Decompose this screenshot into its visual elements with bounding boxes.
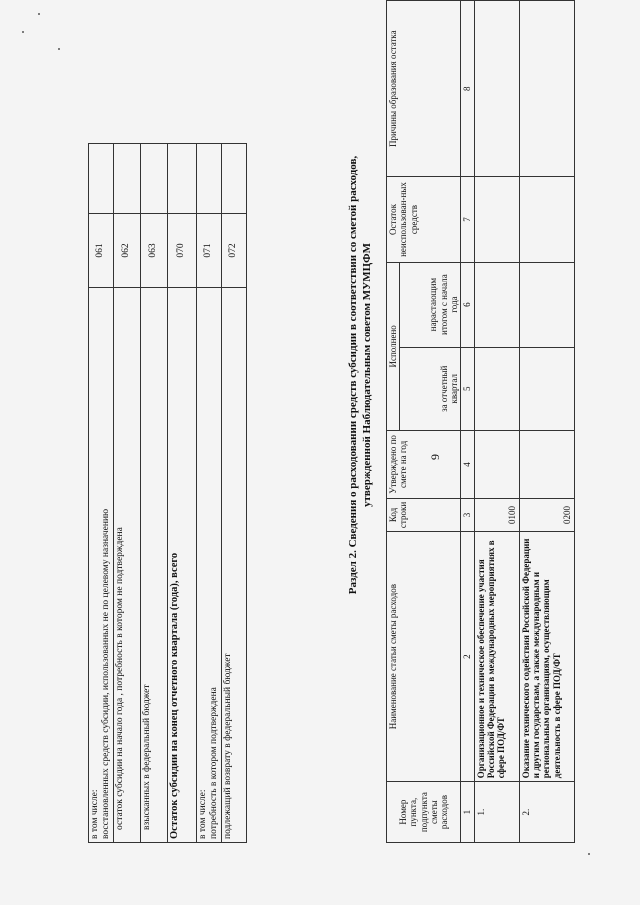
scan-speck xyxy=(58,48,60,50)
table-row xyxy=(113,144,140,843)
table-row xyxy=(140,144,167,843)
column-number-row xyxy=(461,1,474,843)
header-code: Код строки xyxy=(387,498,461,531)
expenditure-table xyxy=(386,0,575,843)
header-row xyxy=(387,1,400,843)
row-name: Организационное и техническое обеспечение участия Российской Федерации в международных мероприятиях в сфере ПОД/ФТ xyxy=(474,532,519,782)
section-title xyxy=(346,115,375,635)
row-cell xyxy=(474,177,519,262)
row-label: Остаток субсидии на конец отчетного квартала (года), всего xyxy=(167,288,196,843)
row-label-line2: восстановленных средств субсидии, использованных не по целевому назначению xyxy=(100,508,111,839)
row-cell xyxy=(519,177,574,262)
row-value xyxy=(221,144,246,214)
header-exec-year: нарастающим итогом с начала года xyxy=(400,262,461,347)
row-cell xyxy=(474,262,519,347)
row-cell xyxy=(519,431,574,499)
page-number: 9 xyxy=(428,454,442,460)
col-number: 4 xyxy=(461,431,474,499)
header-name: Наименование статьи сметы расходов xyxy=(387,532,461,782)
row-num: 2. xyxy=(519,782,574,843)
row-label: подлежащий возврату в федеральный бюджет xyxy=(221,288,246,843)
row-label xyxy=(89,288,114,843)
col-number: 8 xyxy=(461,1,474,177)
header-num: Номер пункта, подпункта сметы расходов xyxy=(387,782,461,843)
row-num: 1. xyxy=(474,782,519,843)
header-reasons: Причины образования остатка xyxy=(387,1,461,177)
table-row xyxy=(221,144,246,843)
col-number: 7 xyxy=(461,177,474,262)
scan-speck xyxy=(22,31,24,33)
table-row xyxy=(196,144,221,843)
subsidy-balance-table xyxy=(88,143,247,843)
scan-speck xyxy=(38,13,40,15)
row-value xyxy=(196,144,221,214)
table-row xyxy=(167,144,196,843)
row-name: Оказание технического содействия Российской Федерации и другим государствам, а также международным и региональным организациям, осуществляющим деятельность в сфере ПОД/ФТ xyxy=(519,532,574,782)
col-number: 2 xyxy=(461,532,474,782)
section-title-line2: утвержденной Наблюдательным советом МУМЦФМ xyxy=(361,243,374,507)
table-row xyxy=(519,1,574,843)
row-label-line1: в том числе: xyxy=(90,789,100,839)
row-code: 071 xyxy=(196,213,221,288)
row-value xyxy=(167,144,196,214)
row-label: остаток субсидии на начало года , потребность в котором не подтверждена xyxy=(113,288,140,843)
row-cell xyxy=(474,431,519,499)
row-label: взысканных в федеральный бюджет xyxy=(140,288,167,843)
row-code: 062 xyxy=(113,213,140,288)
row-value xyxy=(140,144,167,214)
row-code: 0100 xyxy=(474,498,519,531)
col-number: 1 xyxy=(461,782,474,843)
row-code: 063 xyxy=(140,213,167,288)
table-row xyxy=(89,144,114,843)
section-title-line1: Раздел 2. Сведения о расходовании средств субсидии в соответствии со сметой расходов, xyxy=(347,155,359,595)
row-label xyxy=(196,288,221,843)
col-number: 5 xyxy=(461,347,474,430)
col-number: 6 xyxy=(461,262,474,347)
row-value xyxy=(113,144,140,214)
row-code: 070 xyxy=(167,213,196,288)
col-number: 3 xyxy=(461,498,474,531)
row-code: 0200 xyxy=(519,498,574,531)
row-cell xyxy=(519,1,574,177)
row-code: 072 xyxy=(221,213,246,288)
row-cell xyxy=(474,1,519,177)
row-value xyxy=(89,144,114,214)
scan-speck xyxy=(588,853,590,855)
row-cell xyxy=(519,262,574,347)
row-cell xyxy=(519,347,574,430)
header-approved: Утверждено по смете на год xyxy=(387,431,461,499)
header-exec-quarter: за отчетный квартал xyxy=(400,347,461,430)
header-remain: Остаток неиспользован-ных средств xyxy=(387,177,461,262)
row-label-line1: в том числе: xyxy=(197,789,208,839)
row-code: 061 xyxy=(89,213,114,288)
row-cell xyxy=(474,347,519,430)
row-label-line2: потребность в котором подтверждена xyxy=(208,687,219,839)
table-row xyxy=(474,1,519,843)
header-executed: Исполнено xyxy=(387,262,400,430)
